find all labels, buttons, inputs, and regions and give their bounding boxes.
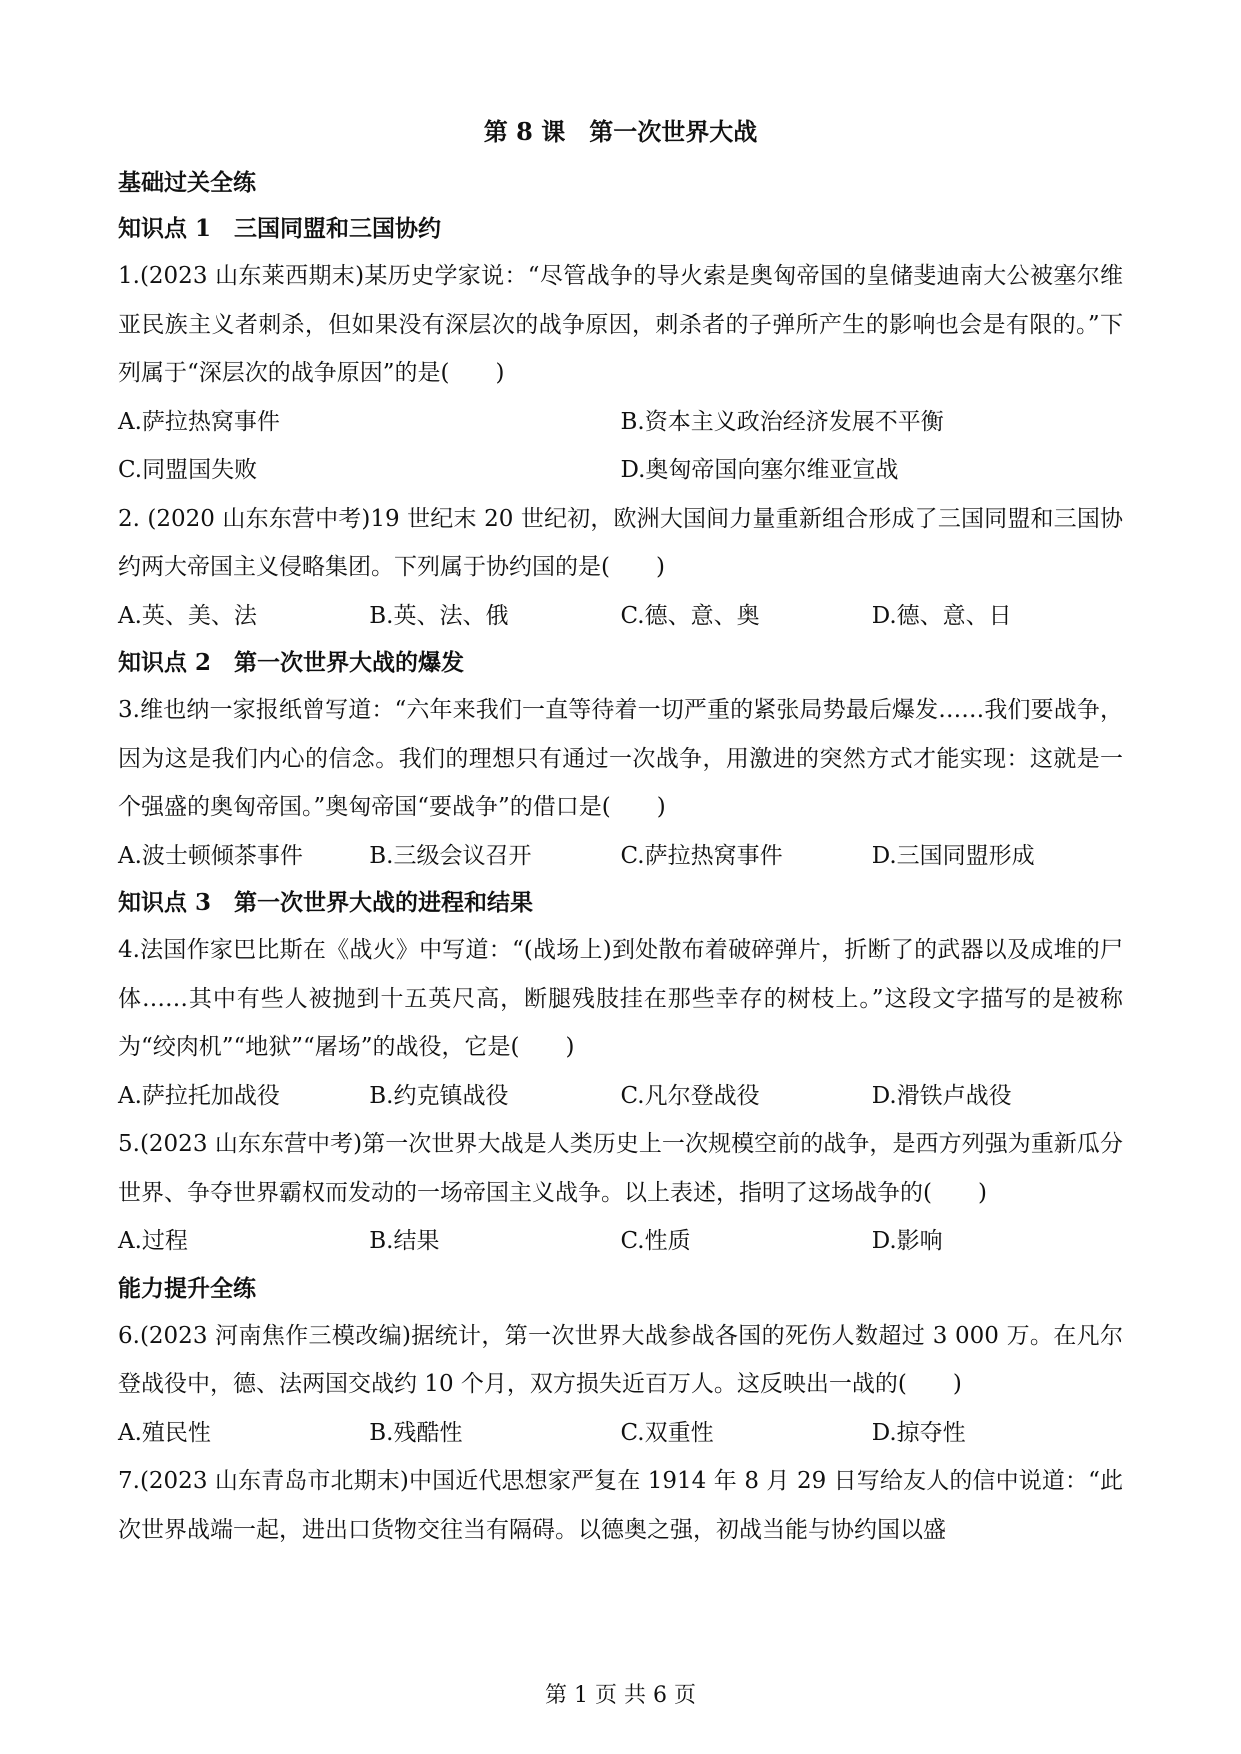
question-3-option-c: C.萨拉热窝事件 <box>620 842 783 869</box>
question-6-option-a: A.殖民性 <box>118 1419 211 1446</box>
question-2-options <box>118 592 1123 641</box>
section-heading-advanced: 能力提升全练 <box>118 1274 256 1302</box>
question-2-stem: 2. (2020 山东东营中考)19 世纪末 20 世纪初，欧洲大国间力量重新组合形成了三国同盟和三国协约两大帝国主义侵略集团。下列属于协约国的是( ) <box>118 505 1123 580</box>
question-2-option-d: D.德、意、日 <box>871 602 1012 629</box>
section-heading-basic: 基础过关全练 <box>118 169 256 196</box>
question-5-option-b: B.结果 <box>369 1228 440 1254</box>
page-content <box>118 112 1123 1554</box>
question-5-option-a: A.过程 <box>118 1228 188 1254</box>
question-6-option-c: C.双重性 <box>620 1419 714 1446</box>
question-5-option-d: D.影响 <box>871 1228 943 1254</box>
question-3-option-a: A.波士顿倾茶事件 <box>118 842 303 869</box>
question-1-option-a: A.萨拉热窝事件 <box>118 408 280 435</box>
question-4-options <box>118 1072 1123 1121</box>
question-4-option-b: B.约克镇战役 <box>369 1082 509 1109</box>
question-6-option-d: D.掠夺性 <box>871 1419 966 1446</box>
question-4-option-a: A.萨拉托加战役 <box>118 1082 280 1109</box>
question-1-options <box>118 398 1123 447</box>
question-6-stem: 6.(2023 河南焦作三模改编)据统计，第一次世界大战参战各国的死伤人数超过 3 000 万。在凡尔登战役中，德、法两国交战约 10 个月，双方损失近百万人。这反映出一战的( ) <box>118 1322 1123 1397</box>
knowledge-point-2-heading: 知识点 2 第一次世界大战的爆发 <box>118 649 465 676</box>
question-1-option-b: B.资本主义政治经济发展不平衡 <box>620 408 944 435</box>
question-6-option-b: B.残酷性 <box>369 1419 463 1446</box>
question-5-option-c: C.性质 <box>620 1228 691 1254</box>
question-3-option-b: B.三级会议召开 <box>369 842 532 869</box>
question-3-stem: 3.维也纳一家报纸曾写道：“六年来我们一直等待着一切严重的紧张局势最后爆发……我们要战争，因为这是我们内心的信念。我们的理想只有通过一次战争，用激进的突然方式才能实现：这就是一个强盛的奥匈帝国。”奥匈帝国“要战争”的借口是( ) <box>118 697 1123 820</box>
question-1-option-c: C.同盟国失败 <box>118 457 258 483</box>
knowledge-point-1-heading: 知识点 1 三国同盟和三国协约 <box>118 215 442 242</box>
question-7-stem: 7.(2023 山东青岛市北期末)中国近代思想家严复在 1914 年 8 月 29 日写给友人的信中说道：“此次世界战端一起，进出口货物交往当有隔碍。以德奥之强，初战当能与协约国以盛 <box>118 1468 1123 1543</box>
question-5-stem: 5.(2023 山东东营中考)第一次世界大战是人类历史上一次规模空前的战争，是西方列强为重新瓜分世界、争夺世界霸权而发动的一场帝国主义战争。以上表述，指明了这场战争的( ) <box>118 1131 1123 1206</box>
question-2-option-a: A.英、美、法 <box>118 602 257 629</box>
question-2-option-b: B.英、法、俄 <box>369 602 509 629</box>
page-footer: 第 1 页 共 6 页 <box>545 1683 696 1708</box>
question-3-options <box>118 832 1123 881</box>
question-5-options <box>118 1217 1123 1266</box>
knowledge-point-3-heading: 知识点 3 第一次世界大战的进程和结果 <box>118 889 534 916</box>
question-6-options <box>118 1409 1123 1458</box>
question-4-option-d: D.滑铁卢战役 <box>871 1082 1012 1109</box>
question-1-options-row-2 <box>118 446 1123 495</box>
page-title: 第 8 课 第一次世界大战 <box>483 117 758 146</box>
question-4-option-c: C.凡尔登战役 <box>620 1082 760 1109</box>
question-1-stem: 1.(2023 山东莱西期末)某历史学家说：“尽管战争的导火索是奥匈帝国的皇储斐迪南大公被塞尔维亚民族主义者刺杀，但如果没有深层次的战争原因，刺杀者的子弹所产生的影响也会是有限的。”下列属于“深层次的战争原因”的是( ) <box>118 263 1123 386</box>
question-4-stem: 4.法国作家巴比斯在《战火》中写道：“(战场上)到处散布着破碎弹片，折断了的武器以及成堆的尸体……其中有些人被抛到十五英尺高，断腿残肢挂在那些幸存的树枝上。”这段文字描写的是被称为“绞肉机”“地狱”“屠场”的战役，它是( ) <box>118 937 1123 1060</box>
question-3-option-d: D.三国同盟形成 <box>871 842 1035 869</box>
question-2-option-c: C.德、意、奥 <box>620 602 760 629</box>
question-1-option-d: D.奥匈帝国向塞尔维亚宣战 <box>620 457 899 483</box>
